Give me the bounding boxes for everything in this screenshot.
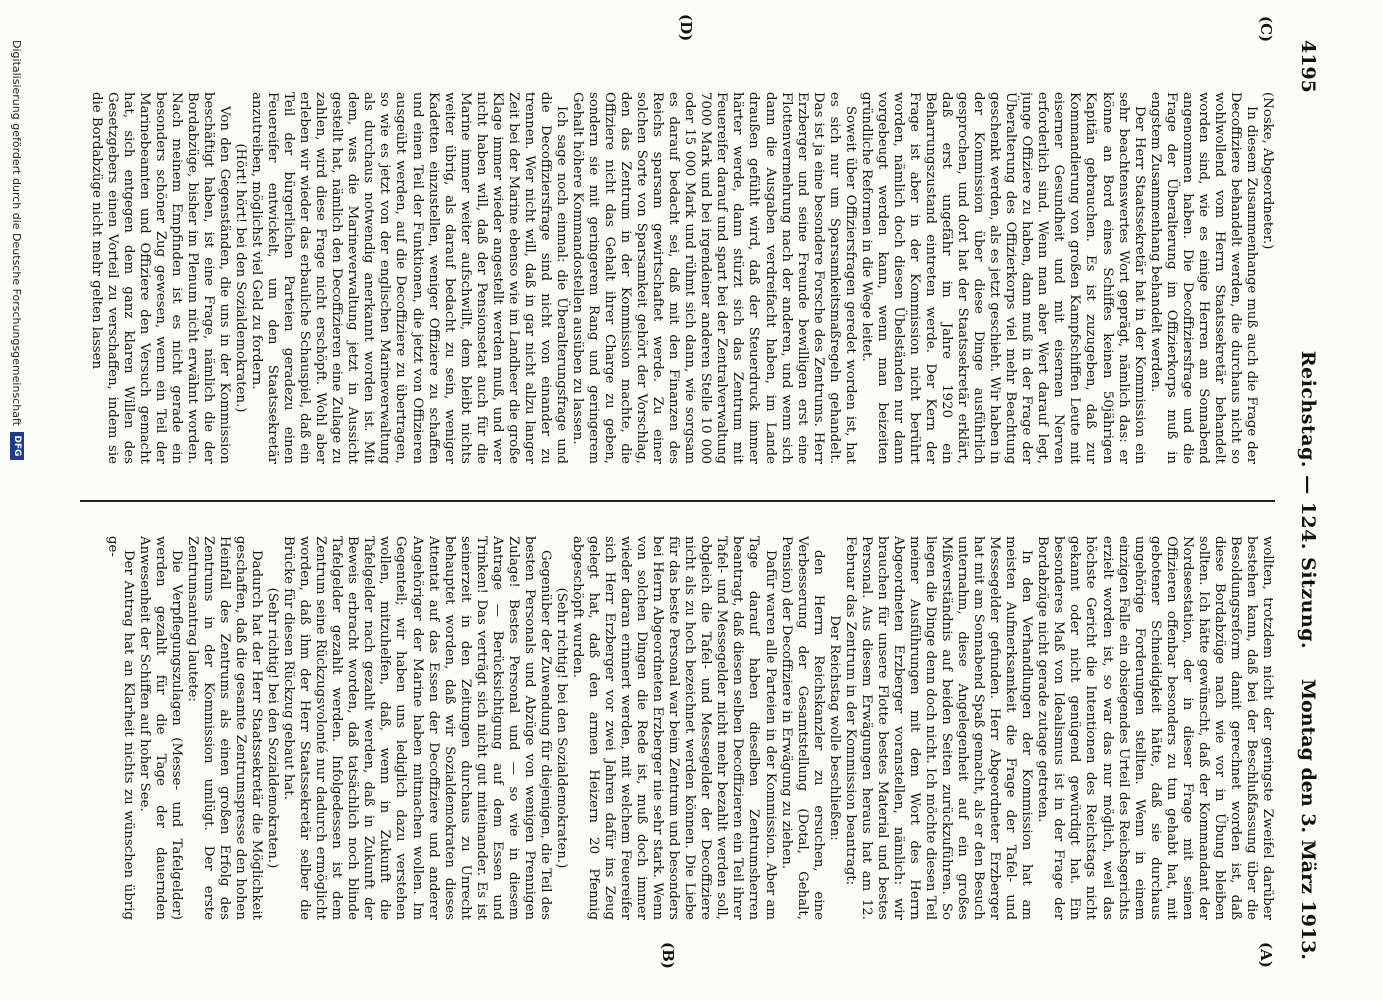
paragraph: In diesem Zusammenhange muß auch die Frage der Decoffiziere behandelt werden, die durchaus nicht so wohlwollend vom Herrn Staatssekretär behandelt worden sind, wie es einige Herren am Sonnabend angenommen haben. Die Decoffiziersfrage und die Frage der Überalterung im Offizierkorps muß in engstem Zusammenhang behandelt werden. <box>1147 92 1259 464</box>
dfg-logo-icon: DFG <box>10 432 24 460</box>
paragraph: In den Verhandlungen der Kommission hat am meisten Aufmerksamkeit die Frage der Tafel- und Messegelder gefunden. Herr Abgeordneter Erzberger hat mit am Sonnabend Spaß gemacht, als er den Besuch unternahm, diese Angelegenheit auf ein großes Mißverständnis auf beiden Seiten zurückzuführen. So liegen die Dinge denn doch nicht. Ich möchte diesen Teil meiner Ausführungen mit dem Wort des Herrn Abgeordneten Erzberger voranstellen, nämlich: wir brauchen für unsere Flotte bestes Material und bestes Personal. Aus diesem Erwägungen heraus hat am 12. Februar das Zentrum in der Kommission beantragt: <box>842 536 1035 920</box>
right-column <box>80 536 1275 920</box>
motion-intro: Der Reichstag wolle beschließen: <box>826 615 842 841</box>
interjection: (Sehr richtig! bei den Sozialdemokraten.) <box>553 587 569 869</box>
session-date: Montag den 3. März 1913. <box>1297 678 1319 960</box>
page-header <box>1289 40 1323 960</box>
column-divider <box>80 500 1275 502</box>
margin-marker-b: (B) <box>659 942 677 969</box>
session-title: Reichstag. — 124. Sitzung. <box>1297 350 1319 650</box>
motion-text: Die Verpflegungszulagen (Messe- und Tafelgelder) werden gezahlt für die Tage der dauernden Anwesenheit der Schiffen auf hoher See. <box>136 536 184 920</box>
paragraph: Der Herr Staatssekretär hat in der Kommission ein sehr beachtenswertes Wort geprägt, nämlich das: er könne an Bord eines Schiffes keinen 50jährigen Kapitän gebrauchen. Es ist zuzugeben, daß zur Kommandierung von großen Kampfschiffen Leute mit eiserner Gesundheit und mit eisernen Nerven erforderlich sind. Wenn man aber Wert darauf legt, junge Offiziere zu haben, dann muß in der Frage der Überalterung des Offizierkorps viel mehr Beachtung geschenkt werden, als es jetzt geschieht. Wir haben in der Kommission über diese Dinge ausführlich gesprochen, und dort hat der Staatssekretär erklärt, daß erst ungefähr im Jahre 1920 ein Beharrungszustand eintreten werde. Der Kern der Frage ist aber in der Kommission nicht berührt worden, nämlich doch diesen Übelständen nur dann vorgebeugt werden kann, wenn man beizeiten gründliche Reformen in die Wege leitet. <box>858 92 1147 464</box>
margin-marker-d: (D) <box>677 14 695 42</box>
paragraph: Dadurch hat der Herr Staatssekretär die Möglichkeit geschaffen, daß die gesamte Zentrumspresse den hohen Heinfall des Zentrums als einen großen Erfolg des Zentrums in der Kommission umlügt. Der erste Zentrumsantrag lautete: <box>184 536 265 920</box>
paragraph: Dafür waren alle Parteien in der Kommission. Aber am Tage darauf haben dieselben Zentrumsherren beantragt, daß diesen selben Decoffizieren ein Teil ihrer Tafel- und Messegelder nicht mehr bezahlt werden soll, obgleich die Tafel- und Messegelder der Decoffiziere nicht als zu hoch bezeichnet werden können. Die Liebe für das beste Personal war beim Zentrum und besonders bei Herrn Abgeordneten Erzberger nie sehr stark. Wenn von solchen Dingen die Rede ist, muß doch immer wieder daran erinnert werden, mit welchem Feuereifer sich Herr Erzberger vor zwei Jahren dafür ins Zeug gelegt hat, daß den armen Heizern 20 Pfennig abgeschöpft wurden. <box>569 536 778 920</box>
page-number: 4195 <box>1297 40 1319 93</box>
paragraph: Der Antrag hat an Klarheit nichts zu wünschen übrig ge- <box>104 536 136 920</box>
speaker-label: (Noske, Abgeordneter.) <box>1260 92 1275 250</box>
paragraph: wollten, trotzdem nicht der geringste Zweifel darüber bestehen kann, daß bei der Beschlußfassung über die Besoldungsreform damit gerechnet worden ist, daß diese Bordabzüge nach wie vor in Übung bleiben sollten. Ich hätte gewünscht, daß der Kommandant der Nordseestation, der in dieser Frage mit seinen Offizieren offenbar besonders zu tun gehabt hat, mit gebotener Schneidigkeit hätte, daß sie durchaus ungehörige Forderungen stellten. Wenn in einem einzigen Falle ein obsiegendes Urteil des Reichsgerichts erzielt worden ist, so war das nur möglich, weil das höchste Gericht die Intentionen des Reichstags nicht gekannt oder nicht genügend gewürdigt hat. Ein besonderes Maß von Idealismus ist in der Frage der Bordabzüge nicht gerade zutage getreten. <box>1035 536 1275 920</box>
credit-text: Digitalisierung gefördert durch die Deutsche Forschungsgemeinschaft <box>10 40 24 426</box>
left-column <box>80 92 1275 464</box>
paragraph: Soweit über Offiziersfragen geredet worden ist, hat es sich nur um Sparsamkeitsmaßregeln gehandelt. Das ist ja eine besondere Forsche des Zentrums. Herr Erzberger und seine Freunde bewilligen erst eine Flottenvermehrung nach der anderen, und wenn sich dann die Ausgaben verdreifacht haben, im Lande draußen gefühlt wird, daß der Steuerdruck immer härter werde, dann stürzt sich das Zentrum mit Feuereifer darauf und spart bei der Zentralverwaltung 7000 Mark und bei irgendeiner anderen Stelle 10 000 oder 15 000 Mark und rühmt sich dann, wie sorgsam es darauf bedacht sei, daß mit den Finanzen des Reichs sparsam gewirtschaftet werde. Zu einer solchen Sorte von Sparsamkeit gehört der Vorschlag, den das Zentrum in der Kommission machte, die Offiziere nicht das Gehalt ihrer Charge zu geben, sondern sie mit geringerem Rang und geringerem Gehalt höhere Kommandostellen ausüben zu lassen. <box>569 92 858 464</box>
interjection: (Hört! hört! bei den Sozialdemokraten.) <box>233 143 248 413</box>
paragraph: Gegenüber der Zuwendung für diejenigen, die Teil des besten Personals und Abzüge von wenigen Prennigen Zulage! Bestes Personal und — so wie in diesem Antrage — Berücksichtigung auf dem Essen und Trinken! Das verträgt sich nicht gut miteinander. Es ist seinerzeit in den Zeitungen durchaus zu Unrecht behauptet worden, daß wir Sozialdemokraten dieses Attentat auf das Essen der Decoffiziere und anderer Angehöriger der Marine haben mitmachen wollen. Im Gegenteil; wir haben uns lediglich dazu verstehen wollen, mitzuhelfen, daß, wenn in Zukunft die Tafelgelder nach gezahlt werden, daß in Zukunft der Beweis erbracht worden, daß tatsächlich noch blinde Tafelgelder gezahlt werden. Infolgedessen ist dem Zentrum seine Rückzugsvolonté nur dadurch ermöglicht worden, daß ihm der Herr Staatssekretär selber die Brücke für diesen Rückzug gebaut hat. <box>281 536 553 920</box>
motion-text: den Herrn Reichskanzler zu ersuchen, eine Verbesserung der Gesamtstellung (Dotal, Gehalt, Pension) der Decoffiziere in Erwägung zu ziehen. <box>778 536 826 920</box>
paragraph: Von den Gegenständen, die uns in der Kommission beschäftigt haben, ist eine Frage, nämlich die der Bordabzüge, bisher im Plenum nicht erwähnt worden. Nach meinem Empfinden ist es nicht gerade ein besonders schöner Zug gewesen, wenn ein Teil der Marinebeamten und Offiziere den Versuch gemacht hat, sich entgegen dem ganz klaren Willen des Gesetzgebers einen Vorteil zu verschaffen, indem sie die Bordabzüge nicht mehr gelten lassen <box>88 92 232 464</box>
interjection: (Sehr richtig! bei den Sozialdemokraten.) <box>265 587 281 869</box>
paragraph: Ich sage noch einmal: die Überalterungsfrage und die Decoffiziersfrage sind nicht von einander zu trennen. Wer nicht will, daß in gar nicht allzu langer Zeit bei der Marine ebenso wie im Landheer die große Klage immer wieder angestellt werden muß, und wer nicht haben will, daß der Pensionsetat auch für die Marine immer weiter aufschwillt, dem bleibt nichts weiter übrig, als darauf bedacht zu sein, weniger Kadetten einzustellen, weniger Offiziere zu schaffen und einen Teil der Funktionen, die jetzt von Offizieren ausgeübt werden, auf die Decoffiziere zu übertragen, so wie es jetzt von der englischen Marineverwaltung als durchaus notwendig anerkannt worden ist. Mit dem, was die Marineverwaltung jetzt in Aussicht gestellt hat, nämlich den Decoffizieren eine Zulage zu zahlen, wird diese Frage nicht erschöpft. Wohl aber erleben wir wieder das erbauliche Schauspiel, daß ein Teil der bürgerlichen Parteien geradezu einen Feuereifer entwickelt, um den Staatssekretär anzutreiben, möglichst viel Geld zu fordern. <box>249 92 569 464</box>
digitization-credit <box>10 40 24 460</box>
margin-marker-a: (A) <box>1257 942 1275 968</box>
margin-marker-c: (C) <box>1257 16 1275 43</box>
